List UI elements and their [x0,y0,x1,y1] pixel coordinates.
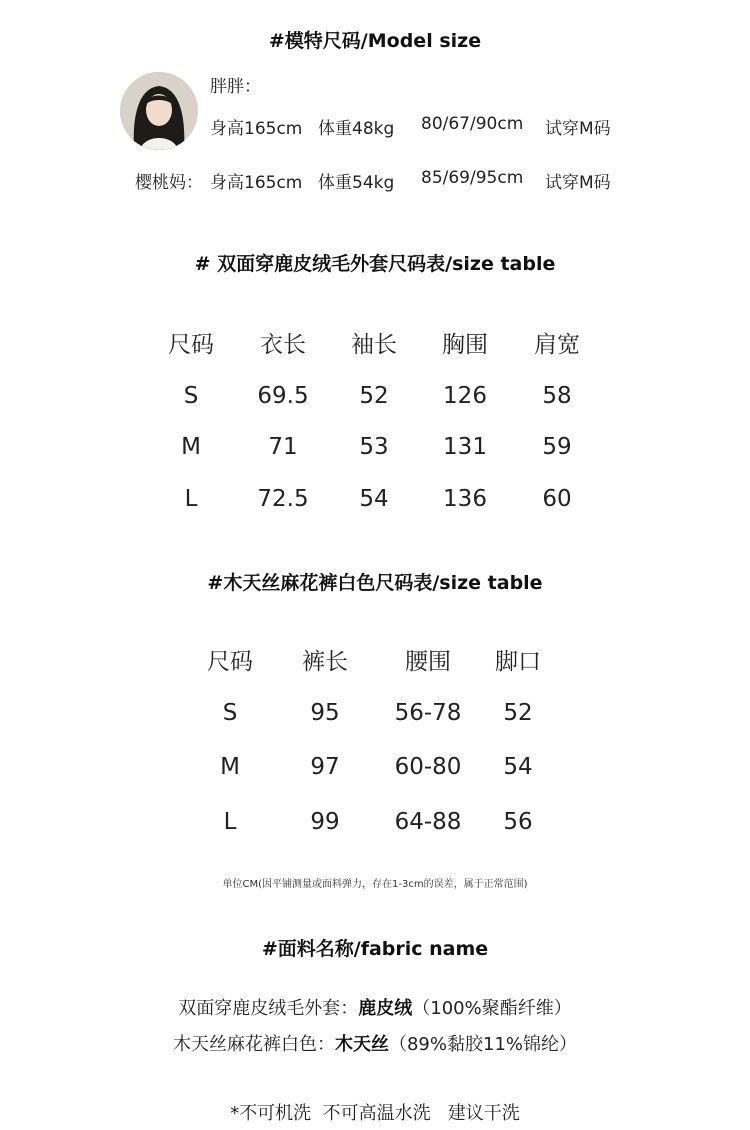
coat-cell: 72.5 [257,486,309,512]
coat-header: 衣长 [260,332,306,358]
coat-cell: 53 [359,434,389,460]
pants-cell: 56-78 [394,700,462,726]
fabric-title: #面料名称/fabric name [261,938,489,960]
model2-size: 试穿M码 [545,173,611,193]
model1-name: 胖胖： [210,77,261,97]
fabric-pants-composition: （89%黏胶11%锦纶） [388,1034,577,1055]
model1-measurements: 80/67/90cm [421,114,524,134]
coat-cell: 59 [542,434,572,460]
fabric-coat-composition: （100%聚酯纤维） [412,998,572,1019]
coat-cell: M [181,434,201,460]
coat-header: 尺码 [168,332,214,358]
pants-cell: S [222,700,238,726]
pants-cell: 97 [310,754,340,780]
coat-cell: 54 [359,486,389,512]
fabric-coat-material: 鹿皮绒 [358,998,413,1019]
pants-header: 腰围 [405,649,451,675]
model-photo-icon [120,72,198,150]
fabric-line-coat [0,994,750,1020]
coat-cell: 52 [359,383,389,409]
pants-cell: 99 [310,809,340,835]
pants-cell: M [220,754,240,780]
pants-header: 脚口 [495,649,541,675]
model2-measurements: 85/69/95cm [421,168,524,188]
coat-table-title: # 双面穿鹿皮绒毛外套尺码表/size table [194,253,556,275]
model2-weight: 体重54kg [318,173,395,193]
model1-weight: 体重48kg [318,119,395,139]
coat-cell: 69.5 [257,383,309,409]
model-avatar [120,72,198,150]
coat-cell: S [183,383,199,409]
care-instructions: *不可机洗 不可高温水洗 建议干洗 [230,1103,520,1124]
model1-size: 试穿M码 [545,119,611,139]
pants-cell: 95 [310,700,340,726]
pants-cell: 52 [503,700,533,726]
coat-cell: L [184,486,198,512]
measurement-note: 单位CM(因平铺测量或面料弹力，存在1-3cm的误差，属于正常范围) [222,879,528,890]
pants-cell: 64-88 [394,809,462,835]
model2-name: 樱桃妈： [135,173,203,193]
pants-table-title: #木天丝麻花裤白色尺码表/size table [207,572,543,594]
fabric-line-pants [0,1030,750,1056]
pants-cell: L [223,809,237,835]
coat-header: 胸围 [442,332,488,358]
model-size-title: #模特尺码/Model size [268,30,482,52]
coat-cell: 58 [542,383,572,409]
model1-height: 身高165cm [210,119,303,139]
coat-header: 肩宽 [534,332,580,358]
pants-cell: 54 [503,754,533,780]
coat-cell: 71 [268,434,298,460]
pants-header: 尺码 [207,649,253,675]
coat-cell: 131 [443,434,487,460]
fabric-pants-material: 木天丝 [334,1034,389,1055]
pants-cell: 56 [503,809,533,835]
fabric-pants-label: 木天丝麻花裤白色： [172,1034,335,1055]
coat-cell: 60 [542,486,572,512]
fabric-coat-label: 双面穿鹿皮绒毛外套： [178,998,359,1019]
coat-cell: 136 [443,486,487,512]
pants-cell: 60-80 [394,754,462,780]
coat-cell: 126 [443,383,487,409]
model2-height: 身高165cm [210,173,303,193]
coat-header: 袖长 [351,332,397,358]
pants-header: 裤长 [302,649,348,675]
